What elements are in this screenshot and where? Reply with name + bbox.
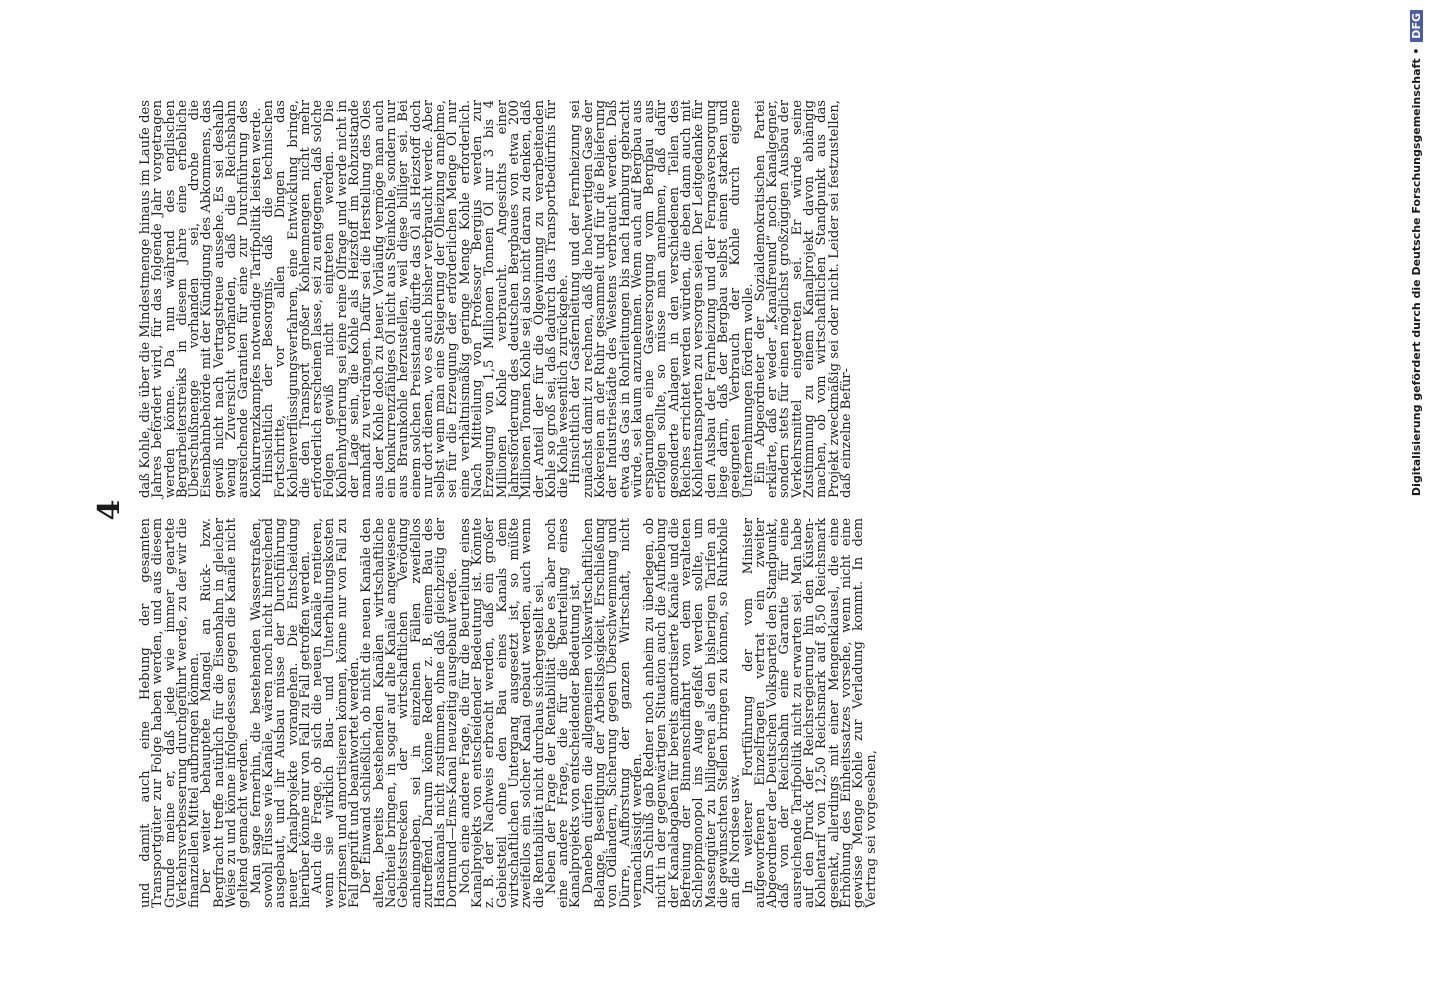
paragraph: Neben der Frage der Rentabilität gebe es aber noch eine andere Frage, die für die Beurteilung eines Kanalprojekts von entscheidender Bedeutung ist. <box>543 518 584 908</box>
paragraph: Der Einwand schließlich, ob nicht die neuen Kanäle den alten, bereits bestehenden Kanälen wirtschaftliche Nachteile bringen, in sogar auf alte Kanäle angewiesene Gebietsstrecken der wirtschaftlichen Verödung anheimgeben, sei in einzelnen Fällen zweifellos zutreffend. Darum könne Redner z. B. einem Bau des Hansakanals nicht zustimmen, ohne daß gleichzeitig der Dortmund—Ems-Kanal neuzeitig ausgebaut werde. <box>359 518 461 908</box>
page-number: 4 <box>92 499 127 521</box>
paragraph: Der weiter behauptete Mangel an Rück- bzw. Bergfracht treffe natürlich für die Eisenbahn in gleicher Weise zu und könne infolgedessen gegen die Kanäle nicht geltend gemacht werden. <box>199 518 252 908</box>
paragraph: Daneben dürfen die allgemeinen volkswirtschaftlichen Belange, Beseitigung der Arbeitslosigkeit, Erschließung von Ödländern, Sicherung gegen Überschwemmung und Dürre, Aufforstung der ganzen Wirtschaft, nicht vernachlässigt werden. <box>580 518 645 908</box>
digitization-credit <box>1410 10 1423 530</box>
paragraph: daß Kohle, die über die Mindestmenge hinaus im Laufe des Jahres befördert wird, für das folgende Jahr vorgetragen werden könne. Da nun während des englischen Bergarbeiterstreiks in diesem Jahre eine erhebliche Überschußmenge vorhanden sei, drohe die Eisenbahnbehörde mit der Kündigung des Abkommens, das gewiß nicht nach Vertragstreue aussehe. Es sei deshalb wenig Zuversicht vorhanden, daß die Reichsbahn ausreichende Garantien für eine zur Durchführung des Konkurrenzkampfes notwendige Tarifpolitik leisten werde. <box>138 100 264 498</box>
paragraph: In weiterer Fortführung der vom Minister aufgeworfenen Einzelfragen vertrat ein zweiter Abgeordneter der Deutschen Volkspartei den Standpunkt, daß von der Reichsbahn eine Garantie für eine ausreichende Tarifpolitik nicht zu erwarten sei. Man habe auf den Druck der Reichsregierung hin den Küsten-Kohlentarif von 12,50 Reichsmark auf 8,50 Reichsmark gesenkt, allerdings mit einer Mengenklausel, die eine Erhöhung des Einheitssatzes vorsehe, wenn nicht eine gewisse Menge Kohle zur Verladung kommt. In dem Vertrag sei vorgesehen, <box>740 518 879 908</box>
paragraph: und damit auch eine Hebung der gesamten Transportgüter zur Folge haben werden, und aus diesem Grunde meine er, daß jede wie immer geartete Verkehrsverbesserung durchgeführt werde, zu der wir die finanziellen Mittel aufbringen können. <box>138 518 203 908</box>
paragraph: Noch eine andere Frage, die für die Beurteilung eines Kanalprojekts von entscheidender Bedeutung ist. Könnte z. B. der Nachweis erbracht werden, daß ein großer Gebietsteil ohne den Bau eines Kanals dem wirtschaftlichen Untergang ausgesetzt ist, so müßte zweifellos ein solcher Kanal gebaut werden, auch wenn die Rentabilität nicht durchaus sichergestellt sei. <box>457 518 547 908</box>
paragraph: Hinsichtlich der Gasfernleitung und der Fernheizung sei zunächst damit zu rechnen, daß die hochwertigen Gase der Kokereien an der Ruhr gesammelt und für die Belieferung der Industriestädte des Westens verbraucht werden. Daß etwa das Gas in Rohrleitungen bis nach Hamburg gebracht würde, sei kaum anzunehmen. Wenn auch auf Bergbau aus ersparungen eine Gasversorgung vom Bergbau aus erfolgen sollte, so müsse man annehmen, daß dafür gesonderte Anlagen in den verschiedenen Teilen des Reiches errichtet werden würden, die eben dann auch mit Kohlentransporten zu versorgen seien. Der Leitgedanke für den Ausbau der Fernheizung und der Ferngasversorgung liege darin, daß der Bergbau selbst einen starken und geeigneten Verbrauch der Kohle durch eigene Unternehmungen fördern wolle. <box>568 100 756 498</box>
text-column-right <box>140 100 910 498</box>
credit-text: Digitalisierung gefördert durch die Deutsche Forschungsgemeinschaft • <box>1410 47 1423 497</box>
paragraph: Auch die Frage, ob sich die neuen Kanäle rentieren, wenn sie wirklich Bau- und Unterhaltungskosten verzinsen und amortisieren können, könne nur von Fall zu Fall geprüft und beantwortet werden. <box>310 518 363 908</box>
paragraph: Zum Schluß gab Redner noch anheim zu überlegen, ob nicht in der gegenwärtigen Situation auch die Aufhebung der Kanalabgaben für bereits amortisierte Kanäle und die Befreiung der Binnenschiffahrt von dem veralteten Schleppmonopol ins Auge gefaßt werden sollte, um Massengüter zu billigeren als den bisherigen Tarifen an die gewünschten Stellen bringen zu können, so Ruhrkohle an die Nordsee usw. <box>642 518 744 908</box>
text-column-left <box>140 518 910 908</box>
paragraph: Man sage fernerhin, die bestehenden Wasserstraßen, sowohl Flüsse wie Kanäle, wären noch nicht hinreichend ausgebaut, und ihr Ausbau müsse der Durchführung neuer Kanalprojekte vorangehen. Die Entscheidung hierüber könne nur von Fall zu Fall getroffen werden. <box>248 518 313 908</box>
paragraph: Ein Abgeordneter der Sozialdemokratischen Partei erklärte, daß er weder „Kanalfreund“ noch Kanalgegner, sondern stets für einen möglichst großzügigen Ausbau der Verkehrsmittel eingetreten sei. Er würde seine Zustimmung zu einem Kanalprojekt davon abhängig machen, ob vom wirtschaftlichen Standpunkt aus das Projekt zweckmäßig sei oder nicht. Leider sei festzustellen, daß einzelne Befür- <box>752 100 854 498</box>
dfg-logo: DFG <box>1410 10 1423 42</box>
paragraph: Hinsichtlich der Besorgnis, daß die technischen Fortschritte, vor allen Dingen das Kohlenverflüssigungsverfahren, eine Entwicklung bringe, die den Transport großer Kohlenmengen nicht mehr erforderlich erscheinen lasse, sei zu entgegnen, daß solche Folgen gewiß nicht eintreten werden. Die Kohlenhydrierung sei eine reine Ölfrage und werde nicht in der Lage sein, die Kohle als Heizstoff im Rohzustande namhaft zu verdrängen. Dafür sei die Herstellung des Öles aus der Kohle doch zu teuer. Vorläufig vermöge man auch ein konkurrenzfähiges Öl nicht aus Steinkohle, sondern nur aus Braunkohle herzustellen, weil diese billiger sei. Bei einem solchen Preisstande dürfte das Öl als Heizstoff doch nur dort dienen, wo es auch bisher verbraucht werde. Aber selbst wenn man eine Steigerung der Ölheizung annehme, sei für die Erzeugung der erforderlichen Menge Öl nur eine verhältnismäßig geringe Menge Kohle erforderlich. Nach Mitteilung von Professor Bergius werden zur Erzeugung von 1,5 Millionen Tonnen Öl nur 3 bis 4 Millionen Kohle verbraucht. Angesichts einer Jahresförderung des deutschen Bergbaues von etwa 200 Millionen Tonnen Kohle sei also nicht daran zu denken, daß der Anteil der für die Ölgewinnung zu verarbeitenden Kohle so groß sei, daß dadurch das Transportbedürfnis für die Kohle wesentlich zurückgehe. <box>260 100 572 498</box>
